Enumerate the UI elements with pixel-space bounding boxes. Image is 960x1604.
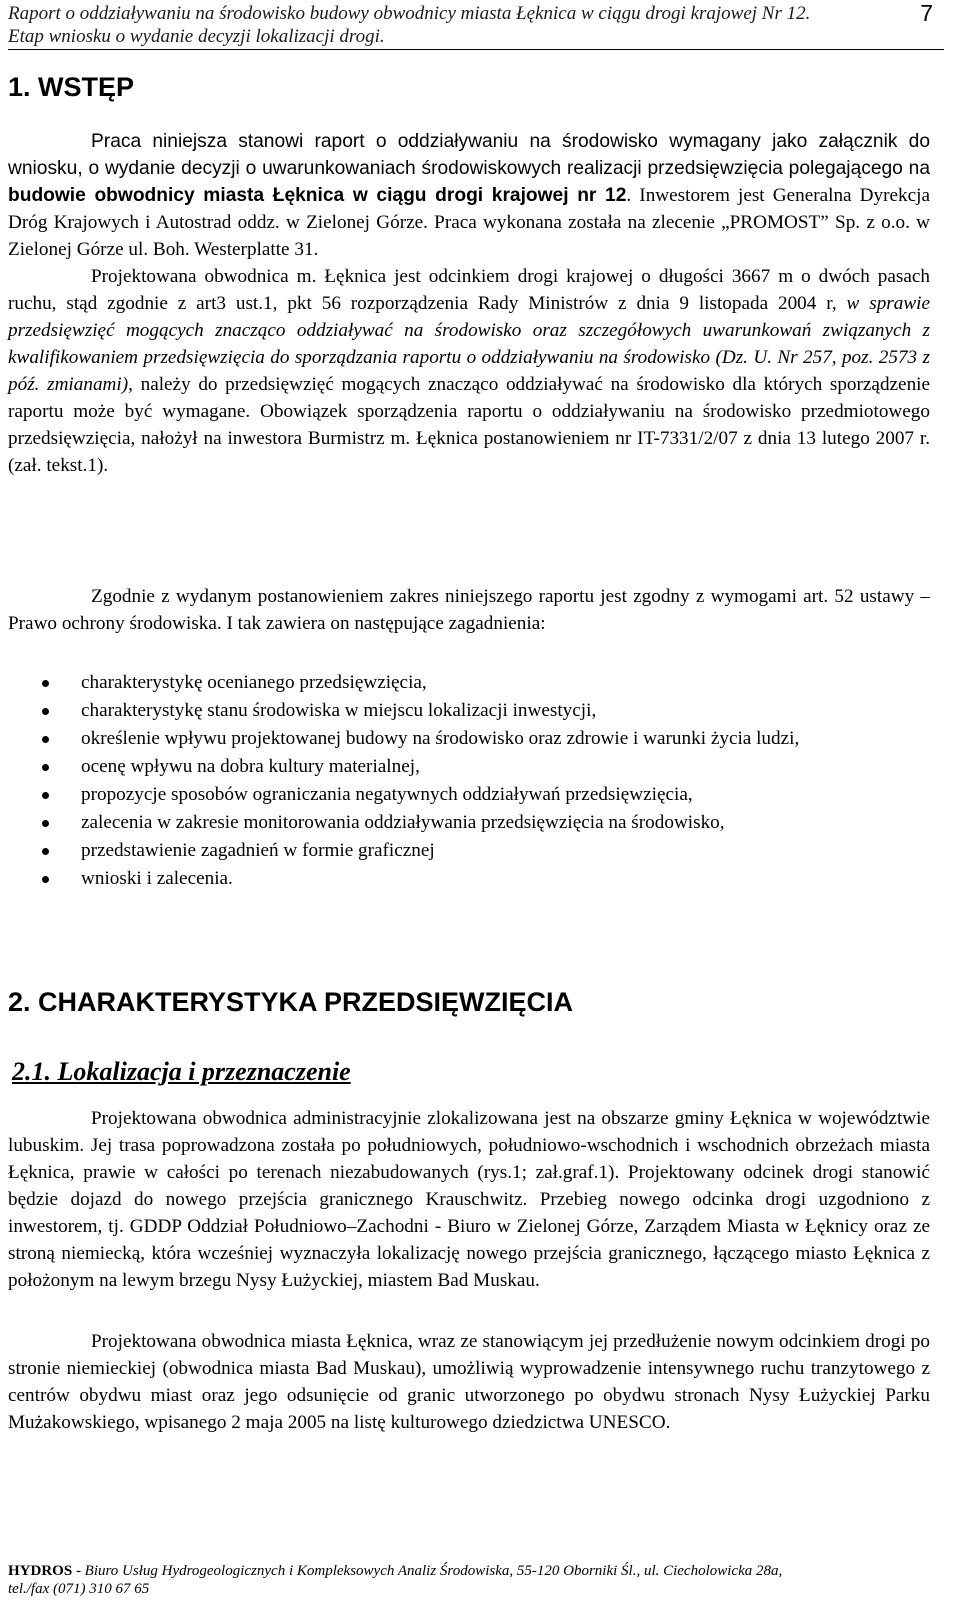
intro-paragraph (8, 128, 930, 479)
intro-text-bold: budowie obwodnicy miasta Łęknica w ciągu drogi krajowej nr 12 (8, 185, 627, 206)
intro-text-2: . Inwestorem jest Generalna Dyrekcja Dróg Krajowych i Autostrad oddz. w Zielonej Górze. Praca wykonana została na zlecenie „PROMOST” Sp. z o.o. w Zielonej Górze ul. Boh. Westerplatte 31. (8, 185, 930, 260)
location-paragraph: Projektowana obwodnica administracyjnie zlokalizowana jest na obszarze gminy Łęknica w województwie lubuskim. Jej trasa poprowadzona została po południowych, południowo-wschodnich i wschodnich obrzeżach miasta Łęknica, prawie w całości po terenach niezabudowanych (rys.1; zał.graf.1). Projektowany odcinek drogi stanowić będzie dojazd do nowego przejścia granicznego Krauschwitz. Przebieg nowego odcinka drogi uzgodniono z inwestorem, tj. GDDP Oddział Południowo–Zachodni - Biuro w Zielonej Górze, Zarządem Miasta w Łęknicy oraz ze stroną niemiecką, która wcześniej wyznaczyła lokalizację nowego przejścia granicznego, łączącego miasto Łęknica z położonym na lewym brzegu Nysy Łużyckiej, miastem Bad Muskau. (8, 1108, 930, 1291)
bullet-icon (42, 736, 49, 743)
bullet-icon (42, 792, 49, 799)
purpose-paragraph: Projektowana obwodnica miasta Łęknica, wraz ze stanowiącym jej przedłużenie nowym odcinkiem drogi po stronie niemieckiej (obwodnica miasta Bad Muskau), umożliwią wyprowadzenie intensywnego ruchu tranzytowego z centrów obydwu miast oraz jego odsunięcie od granic utworzonego po obydwu stronach Nysy Łużyckiej Parku Mużakowskiego, wpisanego 2 maja 2005 na listę kulturowego dziedzictwa UNESCO. (8, 1331, 930, 1433)
list-item: wnioski i zalecenia. (8, 865, 930, 893)
intro-text-3: Projektowana obwodnica m. Łęknica jest odcinkiem drogi krajowej o długości 3667 m o dwóch pasach ruchu, stąd zgodnie z art3 ust.1, pkt 56 rozporządzenia Rady Ministrów z dnia 9 listopada 2004 r, (8, 266, 930, 314)
section-heading-characteristics: 2. CHARAKTERYSTYKA PRZEDSIĘWZIĘCIA (8, 987, 574, 1017)
section-heading-intro: 1. WSTĘP (8, 72, 135, 102)
bullet-icon (42, 876, 49, 883)
header-title-line2: Etap wniosku o wydanie decyzji lokalizacji drogi. (8, 26, 385, 47)
intro-text-italic: w sprawie przedsięwzięć mogących znacząco oddziaływać na środowisko oraz szczegółowych uwarunkowań związanych z kwalifikowaniem przedsięwzięcia do sporządzania raportu o oddziaływaniu na środowisko (Dz. U. Nr 257, poz. 2573 z póź. zmianami), (8, 293, 930, 395)
list-item: zalecenia w zakresie monitorowania oddziaływania przedsięwzięcia na środowisko, (8, 809, 930, 837)
list-item: określenie wpływu projektowanej budowy na środowisko oraz zdrowie i warunki życia ludzi, (8, 725, 930, 753)
header-divider (8, 49, 944, 50)
page-number: 7 (920, 0, 933, 26)
list-item: propozycje sposobów ograniczania negatywnych oddziaływań przedsięwzięcia, (8, 781, 930, 809)
list-item: charakterystykę ocenianego przedsięwzięcia, (8, 669, 930, 697)
running-header (8, 2, 868, 48)
page-footer (8, 1562, 938, 1598)
intro-text-1: Praca niniejsza stanowi raport o oddziaływaniu na środowisko wymagany jako załącznik do wniosku, o wydanie decyzji o uwarunkowaniach środowiskowych realizacji przedsięwzięcia polegającego na (8, 131, 930, 179)
bullet-icon (42, 680, 49, 687)
bullet-icon (42, 708, 49, 715)
footer-firm-name: HYDROS (8, 1563, 73, 1579)
list-item: charakterystykę stanu środowiska w miejscu lokalizacji inwestycji, (8, 697, 930, 725)
list-item: ocenę wpływu na dobra kultury materialnej, (8, 753, 930, 781)
bullet-icon (42, 820, 49, 827)
scope-paragraph: Zgodnie z wydanym postanowieniem zakres niniejszego raportu jest zgodny z wymogami art. 52 ustawy – Prawo ochrony środowiska. I tak zawiera on następujące zagadnienia: (8, 586, 930, 634)
bullet-icon (42, 848, 49, 855)
topics-list (8, 669, 930, 893)
bullet-icon (42, 764, 49, 771)
footer-phone: tel./fax (071) 310 67 65 (8, 1581, 150, 1597)
footer-address: - Biuro Usług Hydrogeologicznych i Kompleksowych Analiz Środowiska, 55-120 Oborniki Śl., ul. Ciecholowicka 28a, (72, 1563, 783, 1579)
list-item: przedstawienie zagadnień w formie graficznej (8, 837, 930, 865)
header-title-line1: Raport o oddziaływaniu na środowisko budowy obwodnicy miasta Łęknica w ciągu drogi krajowej Nr 12. (8, 3, 811, 24)
subsection-heading-location: 2.1. Lokalizacja i przeznaczenie (12, 1057, 351, 1086)
intro-text-4: należy do przedsięwzięć mogących znacząco oddziaływać na środowisko dla których sporządzenie raportu może być wymagane. Obowiązek sporządzenia raportu o oddziaływaniu na środowisko przedmiotowego przedsięwzięcia, nałożył na inwestora Burmistrz m. Łęknica postanowieniem nr IT-7331/2/07 z dnia 13 lutego 2007 r. (zał. tekst.1). (8, 374, 931, 476)
